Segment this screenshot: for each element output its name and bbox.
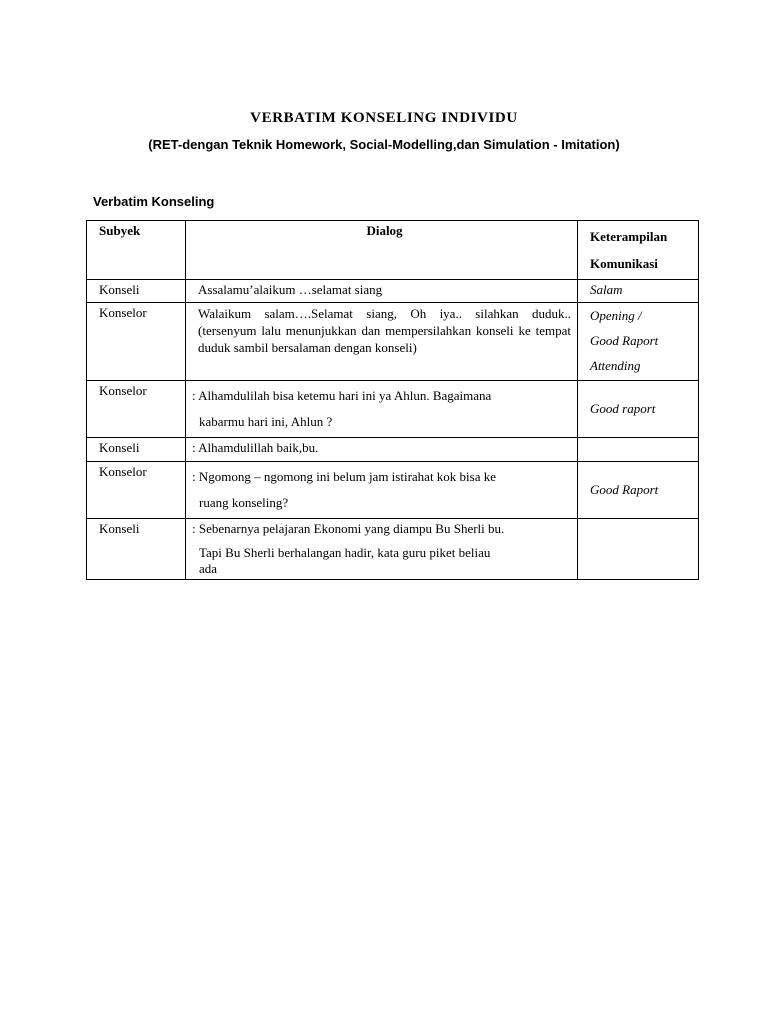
row-dialog bbox=[186, 381, 578, 438]
row-dialog: : Alhamdulillah baik,bu. bbox=[186, 438, 578, 462]
row-skill-line: Attending bbox=[590, 358, 641, 373]
row-dialog-line: : Sebenarnya pelajaran Ekonomi yang diampu Bu Sherli bu. bbox=[192, 521, 505, 536]
table-row bbox=[87, 462, 699, 519]
table-row bbox=[87, 303, 699, 381]
row-subject: Konseli bbox=[87, 438, 186, 462]
header-skill-line1: Keterampilan bbox=[590, 229, 668, 244]
row-skill bbox=[578, 519, 699, 580]
row-dialog-line: kabarmu hari ini, Ahlun ? bbox=[199, 414, 333, 429]
row-skill bbox=[578, 303, 699, 381]
row-dialog-line: ruang konseling? bbox=[199, 495, 289, 510]
table-row bbox=[87, 381, 699, 438]
header-dialog: Dialog bbox=[186, 221, 578, 280]
row-skill: Good raport bbox=[578, 381, 699, 438]
row-dialog: Assalamu’alaikum …selamat siang bbox=[186, 280, 578, 303]
table-row bbox=[87, 438, 699, 462]
table-row bbox=[87, 519, 699, 580]
document-title: VERBATIM KONSELING INDIVIDU bbox=[250, 110, 518, 126]
row-dialog bbox=[186, 462, 578, 519]
row-skill: Good Raport bbox=[578, 462, 699, 519]
row-dialog: Walaikum salam….Selamat siang, Oh iya.. silahkan duduk.. (tersenyum lalu menunjukkan dan mempersilahkan konseli ke tempat duduk sambil bersalaman dengan konseli) bbox=[186, 303, 578, 381]
row-skill-line: Opening / bbox=[590, 308, 642, 323]
verbatim-table bbox=[86, 220, 699, 580]
row-dialog-line: : Ngomong – ngomong ini belum jam istirahat kok bisa ke bbox=[192, 469, 497, 484]
row-dialog bbox=[186, 519, 578, 580]
row-dialog-line: ada bbox=[199, 561, 218, 576]
row-dialog-line: : Alhamdulilah bisa ketemu hari ini ya Ahlun. Bagaimana bbox=[192, 388, 492, 403]
row-subject: Konseli bbox=[87, 280, 186, 303]
row-skill: Salam bbox=[578, 280, 699, 303]
row-subject: Konselor bbox=[87, 303, 186, 381]
document-subtitle: (RET-dengan Teknik Homework, Social-Modelling,dan Simulation - Imitation) bbox=[148, 137, 620, 152]
row-subject: Konselor bbox=[87, 381, 186, 438]
table-header-row bbox=[87, 221, 699, 280]
header-skill-line2: Komunikasi bbox=[590, 256, 658, 271]
header-skill bbox=[578, 221, 699, 280]
row-subject: Konseli bbox=[87, 519, 186, 580]
row-skill-line: Good Raport bbox=[590, 333, 659, 348]
section-label: Verbatim Konseling bbox=[93, 194, 215, 209]
header-subject: Subyek bbox=[87, 221, 186, 280]
row-dialog-line: Tapi Bu Sherli berhalangan hadir, kata guru piket beliau bbox=[199, 545, 491, 560]
row-subject: Konselor bbox=[87, 462, 186, 519]
row-skill bbox=[578, 438, 699, 462]
table-row bbox=[87, 280, 699, 303]
